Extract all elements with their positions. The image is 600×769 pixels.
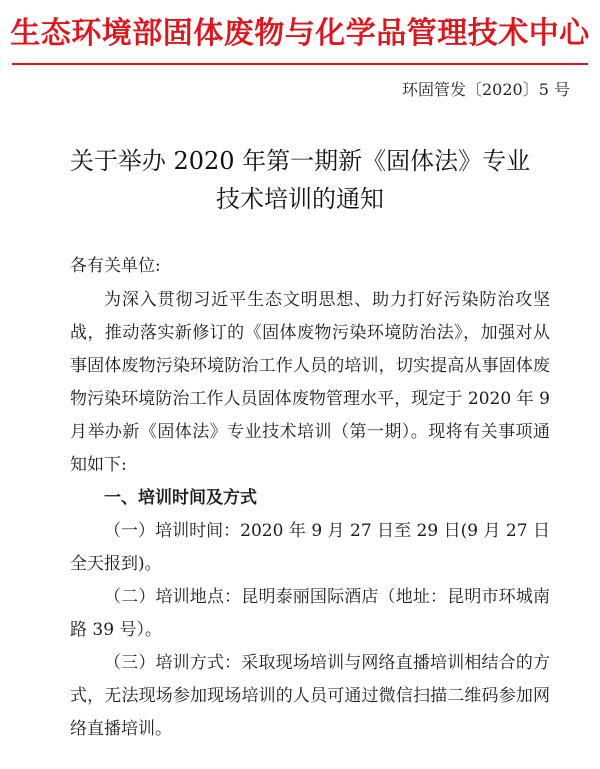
section-1-heading: 一、培训时间及方式 [104, 488, 257, 508]
document-title [0, 142, 600, 218]
item-training-time: （一）培训时间：2020 年 9 月 27 日至 29 日(9 月 27 日全天报到)。 [70, 521, 550, 574]
salutation: 各有关单位: [70, 256, 161, 276]
title-line-2: 技术培训的通知 [216, 185, 384, 213]
document-body [70, 250, 550, 746]
item-training-method: （三）培训方式：采取现场培训与网络直播培训相结合的方式，无法现场参加现场培训的人员可通过微信扫描二维码参加网络直播培训。 [70, 653, 550, 739]
item-training-location: （二）培训地点：昆明泰丽国际酒店（地址：昆明市环城南路 39 号）。 [70, 587, 550, 640]
red-header-rule [12, 63, 588, 65]
title-line-1: 关于举办 2020 年第一期新《固体法》专业 [69, 147, 531, 175]
document-number: 环固管发〔2020〕5 号 [402, 80, 570, 99]
intro-paragraph: 为深入贯彻习近平生态文明思想、助力打好污染防治攻坚战，推动落实新修订的《固体废物污染环境防治法》，加强对从事固体废物污染环境防治工作人员的培训，切实提高从事固体废物污染环境防治工作人员固体废物管理水平，现定于 2020 年 9 月举办新《固体法》专业技术培训（第一期）。现将有关事项通知如下: [70, 290, 550, 475]
issuing-organization: 生态环境部固体废物与化学品管理技术中心 [10, 16, 590, 51]
